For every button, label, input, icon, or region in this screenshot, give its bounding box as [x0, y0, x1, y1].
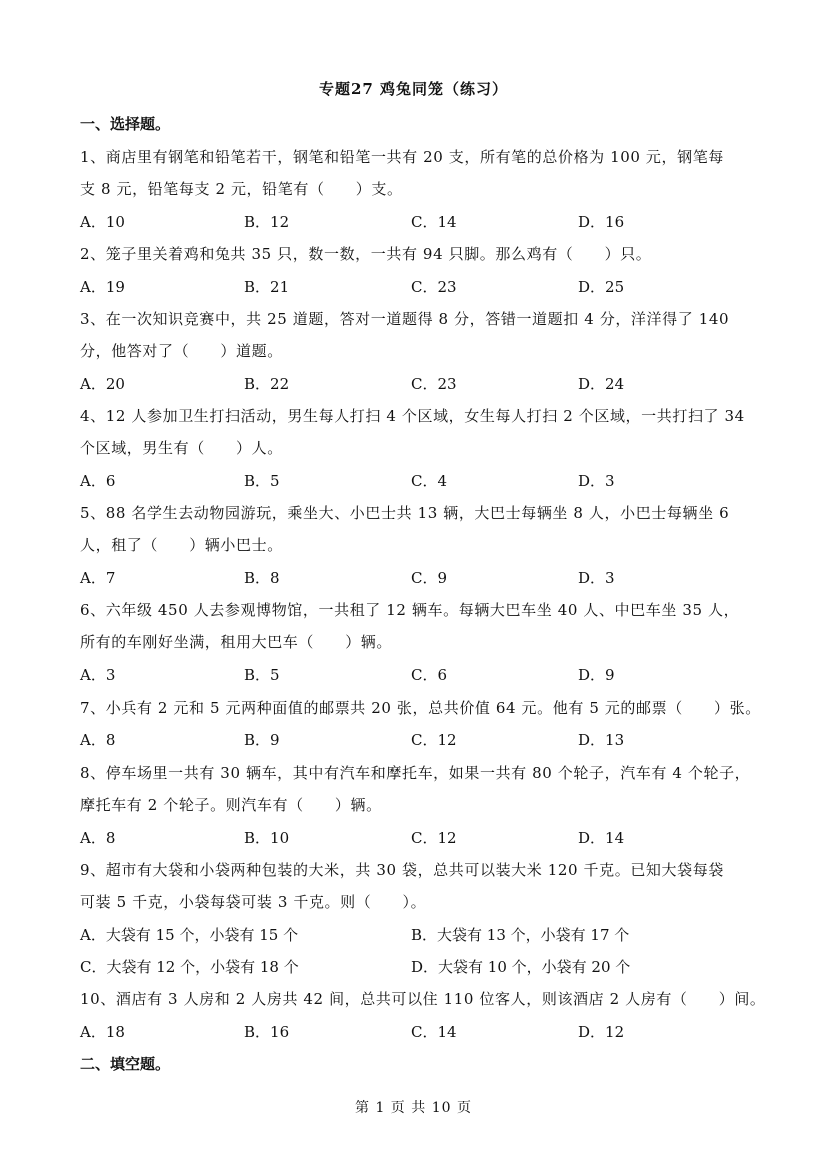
option-c: C．14	[411, 213, 457, 231]
question-8-line-1: 8、停车场里一共有 30 辆车，其中有汽车和摩托车，如果一共有 80 个轮子，汽车有 4 个轮子，	[80, 764, 751, 782]
question-5-line-1: 5、88 名学生去动物园游玩，乘坐大、小巴士共 13 辆，大巴士每辆坐 8 人，小巴士每辆坐 6	[80, 504, 730, 522]
question-10-options	[80, 1021, 750, 1041]
question-6-line-1: 6、六年级 450 人去参观博物馆，一共租了 12 辆车。每辆大巴车坐 40 人、中巴车坐 35 人，	[80, 601, 740, 619]
option-c: C．4	[411, 472, 448, 490]
option-b: B．5	[244, 472, 280, 490]
option-d: D．9	[578, 666, 615, 684]
section-heading-choice: 一、选择题。	[80, 115, 171, 133]
option-a: A．7	[80, 569, 116, 587]
option-b: B．16	[244, 1023, 290, 1041]
option-d: D．24	[578, 375, 625, 393]
option-d: D．25	[578, 278, 625, 296]
page-number-footer: 第 1 页 共 10 页	[355, 1100, 472, 1116]
question-4-line-2: 个区域，男生有（ ）人。	[80, 439, 283, 457]
option-b: B．8	[244, 569, 280, 587]
page-title: 专题27 鸡兔同笼（练习）	[318, 80, 509, 98]
question-9-options-row-2	[80, 956, 750, 976]
option-a: A．8	[80, 829, 116, 847]
option-c: C．12	[411, 731, 457, 749]
option-b: B．大袋有 13 个，小袋有 17 个	[411, 926, 630, 944]
option-c: C．23	[411, 278, 457, 296]
option-c: C．12	[411, 829, 457, 847]
section-heading-fill-in: 二、填空题。	[80, 1055, 171, 1073]
option-a: A．8	[80, 731, 116, 749]
question-10-line-1: 10、酒店有 3 人房和 2 人房共 42 间，总共可以住 110 位客人，则该酒店 2 人房有（ ）间。	[80, 990, 766, 1008]
question-7-line-1: 7、小兵有 2 元和 5 元两种面值的邮票共 20 张，总共价值 64 元。他有 5 元的邮票（ ）张。	[80, 699, 761, 717]
option-d: D．3	[578, 569, 615, 587]
question-2-line-1: 2、笼子里关着鸡和兔共 35 只，数一数，一共有 94 只脚。那么鸡有（ ）只。	[80, 245, 652, 263]
option-d: D．16	[578, 213, 625, 231]
option-a: A．6	[80, 472, 116, 490]
question-8-line-2: 摩托车有 2 个轮子。则汽车有（ ）辆。	[80, 796, 382, 814]
question-7-options	[80, 729, 750, 749]
option-d: D．12	[578, 1023, 625, 1041]
option-a: A．大袋有 15 个，小袋有 15 个	[80, 926, 299, 944]
question-6-options	[80, 664, 750, 684]
option-b: B．21	[244, 278, 290, 296]
question-4-line-1: 4、12 人参加卫生打扫活动，男生每人打扫 4 个区域，女生每人打扫 2 个区域，一共打扫了 34	[80, 407, 745, 425]
question-9-line-2: 可装 5 千克，小袋每袋可装 3 千克。则（ ）。	[80, 893, 427, 911]
question-3-line-1: 3、在一次知识竞赛中，共 25 道题，答对一道题得 8 分，答错一道题扣 4 分，洋洋得了 140	[80, 310, 730, 328]
option-a: A．19	[80, 278, 125, 296]
option-d: D．14	[578, 829, 625, 847]
option-a: A．3	[80, 666, 116, 684]
option-d: D．13	[578, 731, 625, 749]
option-c: C．大袋有 12 个，小袋有 18 个	[80, 958, 299, 976]
option-c: C．9	[411, 569, 448, 587]
question-1-options	[80, 211, 750, 231]
question-2-options	[80, 276, 750, 296]
option-c: C．23	[411, 375, 457, 393]
question-8-options	[80, 827, 750, 847]
option-d: D．大袋有 10 个，小袋有 20 个	[411, 958, 631, 976]
option-a: A．18	[80, 1023, 125, 1041]
question-9-options-row-1	[80, 924, 750, 944]
question-6-line-2: 所有的车刚好坐满，租用大巴车（ ）辆。	[80, 633, 393, 651]
option-c: C．6	[411, 666, 448, 684]
question-9-line-1: 9、超市有大袋和小袋两种包装的大米，共 30 袋，总共可以装大米 120 千克。已知大袋每袋	[80, 861, 724, 879]
option-b: B．9	[244, 731, 280, 749]
option-b: B．22	[244, 375, 290, 393]
option-b: B．5	[244, 666, 280, 684]
option-b: B．12	[244, 213, 290, 231]
option-c: C．14	[411, 1023, 457, 1041]
question-4-options	[80, 470, 750, 490]
question-5-options	[80, 567, 750, 587]
question-5-line-2: 人，租了（ ）辆小巴士。	[80, 536, 283, 554]
option-d: D．3	[578, 472, 615, 490]
option-b: B．10	[244, 829, 290, 847]
question-1-line-2: 支 8 元，铅笔每支 2 元，铅笔有（ ）支。	[80, 180, 403, 198]
question-1-line-1: 1、商店里有钢笔和铅笔若干，钢笔和铅笔一共有 20 支，所有笔的总价格为 100 元，钢笔每	[80, 148, 724, 166]
question-3-options	[80, 373, 750, 393]
question-3-line-2: 分，他答对了（ ）道题。	[80, 342, 283, 360]
option-a: A．10	[80, 213, 125, 231]
option-a: A．20	[80, 375, 125, 393]
